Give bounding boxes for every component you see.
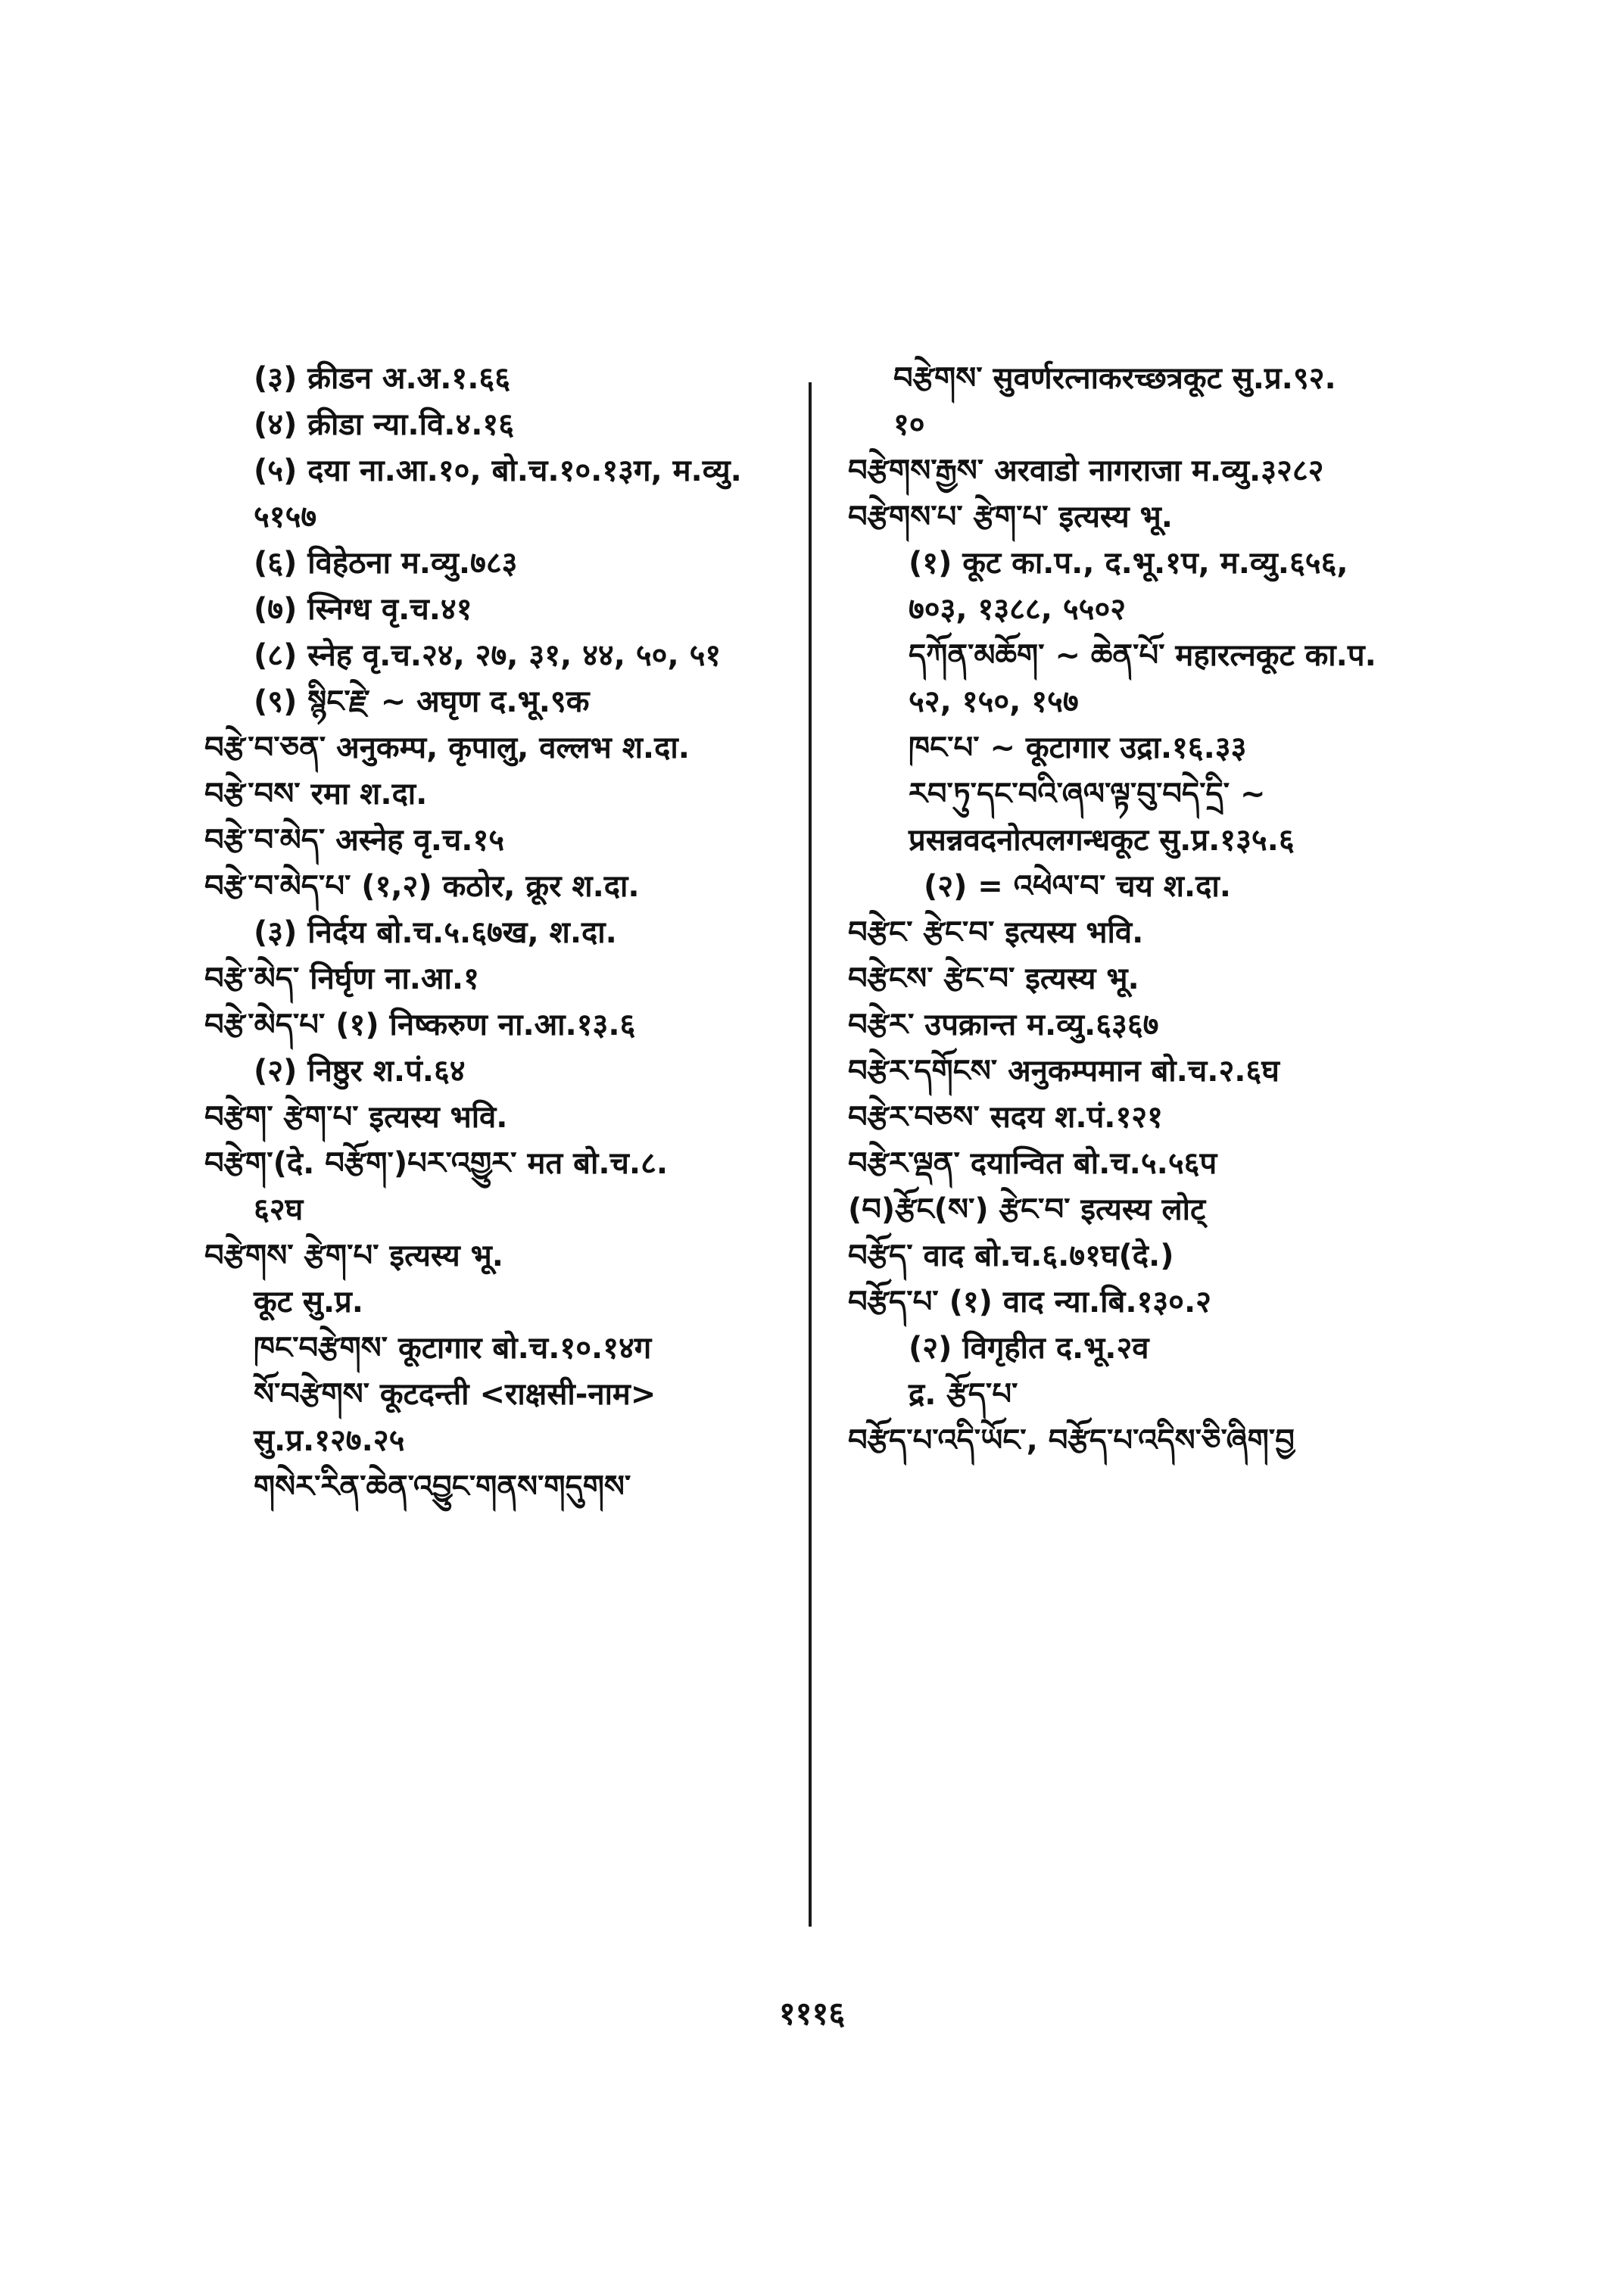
left-line: བརྩེ་མེད་ निर्घृण ना.आ.१ [204, 961, 479, 996]
right-line: བརྩེང་ རྩེང་བ་ इत्यस्य भवि. [848, 915, 1144, 950]
left-line: (८) स्नेह वृ.च.२४, २७, ३१, ४४, ५०, ५१ [254, 638, 722, 673]
left-line: བརྩེགས་ རྩེག་པ་ इत्यस्य भू. [204, 1238, 503, 1273]
right-line: १० [893, 407, 925, 442]
right-line: བརྩེར་ལྡན་ दयान्वित बो.च.५.५६प [848, 1146, 1217, 1181]
right-line: ཁང་པ་ ~ कूटागार उद्रा.१६.३३ [909, 731, 1247, 765]
left-line: བརྩེ་བ་མེད་པ་ (१,२) कठोर, क्रूर श.दा. [204, 869, 640, 904]
right-line: (२) = འཕེལ་བ་ चय श.दा. [924, 869, 1231, 904]
left-line: (३) निर्दय बो.च.५.६७ख, श.दा. [254, 915, 617, 950]
right-line: རབ་ཏུ་དང་བའི་ཞལ་ལྟ་བུ་བདེ་དྲི་ ~ [909, 777, 1266, 812]
right-line: དཀོན་མཆོག་ ~ ཆེན་པོ་ महारत्नकूट का.प. [909, 638, 1376, 673]
left-line: (९) སྙིང་རྗེ་ ~ अघृण द.भू.९क [254, 684, 590, 719]
right-line: བརྩེགས་རྒྱས་ अरवाडो नागराजा म.व्यु.३२८२ [848, 453, 1324, 488]
left-line: བརྩེག་(दे. བརྩོག་)པར་འགྱུར་ मत बो.च.८. [204, 1146, 669, 1181]
left-line: བརྩེ་བ་ཅན་ अनुकम्प, कृपालु, वल्लभ श.दा. [204, 731, 690, 765]
right-line: ७०३, १३८८, ५५०२ [909, 592, 1127, 627]
right-line: द्र. རྩོད་པ་ [909, 1377, 1018, 1412]
right-line: བརྩེར་ उपक्रान्त म.व्यु.६३६७ [848, 1008, 1159, 1042]
left-line: (६) विहेठना म.व्यु.७८३ [254, 546, 518, 581]
right-line: བརྩེགས་པ་ རྩེག་པ་ इत्यस्य भू. [848, 500, 1173, 534]
left-line: (५) दया ना.आ.१०, बो.च.१०.१३ग, म.व्यु. [254, 453, 742, 488]
left-line: བརྩེ་བ་མེད་ अस्नेह वृ.च.१५ [204, 823, 505, 858]
left-line: सु.प्र.१२७.२५ [254, 1423, 405, 1458]
right-line: (२) विगृहीत द.भू.२व [909, 1331, 1149, 1366]
left-line: (३) क्रीडन अ.अ.१.६६ [254, 361, 510, 396]
right-line: ५२, १५०, १५७ [909, 684, 1079, 719]
right-line: བརྩེགས་ सुवर्णरत्नाकरच्छत्रकूट सु.प्र.९२. [893, 361, 1336, 396]
right-line: བརྩེར་བཅས་ सदय श.पं.१२१ [848, 1100, 1163, 1135]
page-number: १११६ [778, 1995, 846, 2032]
left-line: ६२घ [254, 1192, 304, 1227]
left-line: ५१५७ [254, 500, 317, 534]
left-line: (७) स्निग्ध वृ.च.४१ [254, 592, 472, 627]
right-line: བརྩེར་དགོངས་ अनुकम्पमान बो.च.२.६घ [848, 1054, 1280, 1089]
left-line: བརྩེ་བས་ रमा श.दा. [204, 777, 428, 812]
right-line: བརྩོད་ वाद बो.च.६.७१घ(दे.) [848, 1238, 1174, 1273]
left-line: སོ་བརྩེགས་ कूटदन्ती <राक्षसी-नाम> [254, 1377, 656, 1412]
right-line: བརྩོད་པ་འདི་ཡོང་, བརྩོད་པ་འདིས་ཅི་ཞིག་བྱ [848, 1423, 1295, 1458]
left-line: (२) निष्ठुर श.पं.६४ [254, 1054, 466, 1089]
right-line: བརྩོད་པ་ (१) वाद न्या.बि.१३०.२ [848, 1285, 1211, 1319]
right-line: प्रसन्नवदनोत्पलगन्धकूट सु.प्र.१३५.६ [909, 823, 1295, 858]
left-line: བརྩེག་ རྩེག་པ་ इत्यस्य भवि. [204, 1100, 508, 1135]
column-divider [809, 382, 812, 1927]
right-line: བརྩེངས་ རྩེང་བ་ इत्यस्य भू. [848, 961, 1139, 996]
left-line: (४) क्रीडा न्या.वि.४.१६ [254, 407, 514, 442]
left-line: གསེར་རིན་ཆེན་འབྱུང་གནས་གདུགས་ [254, 1469, 631, 1504]
left-line: कूट सु.प्र. [254, 1285, 363, 1319]
right-line: (བ)རྩོང(ས་) རྩེང་བ་ इत्यस्य लोट् [848, 1192, 1206, 1227]
left-line: བརྩེ་མེད་པ་ (१) निष्करुण ना.आ.१३.६ [204, 1008, 636, 1042]
left-line: ཁང་བརྩེགས་ कूटागार बो.च.१०.१४ग [254, 1331, 652, 1366]
right-line: (१) कूट का.प., द.भू.१प, म.व्यु.६५६, [909, 546, 1348, 581]
